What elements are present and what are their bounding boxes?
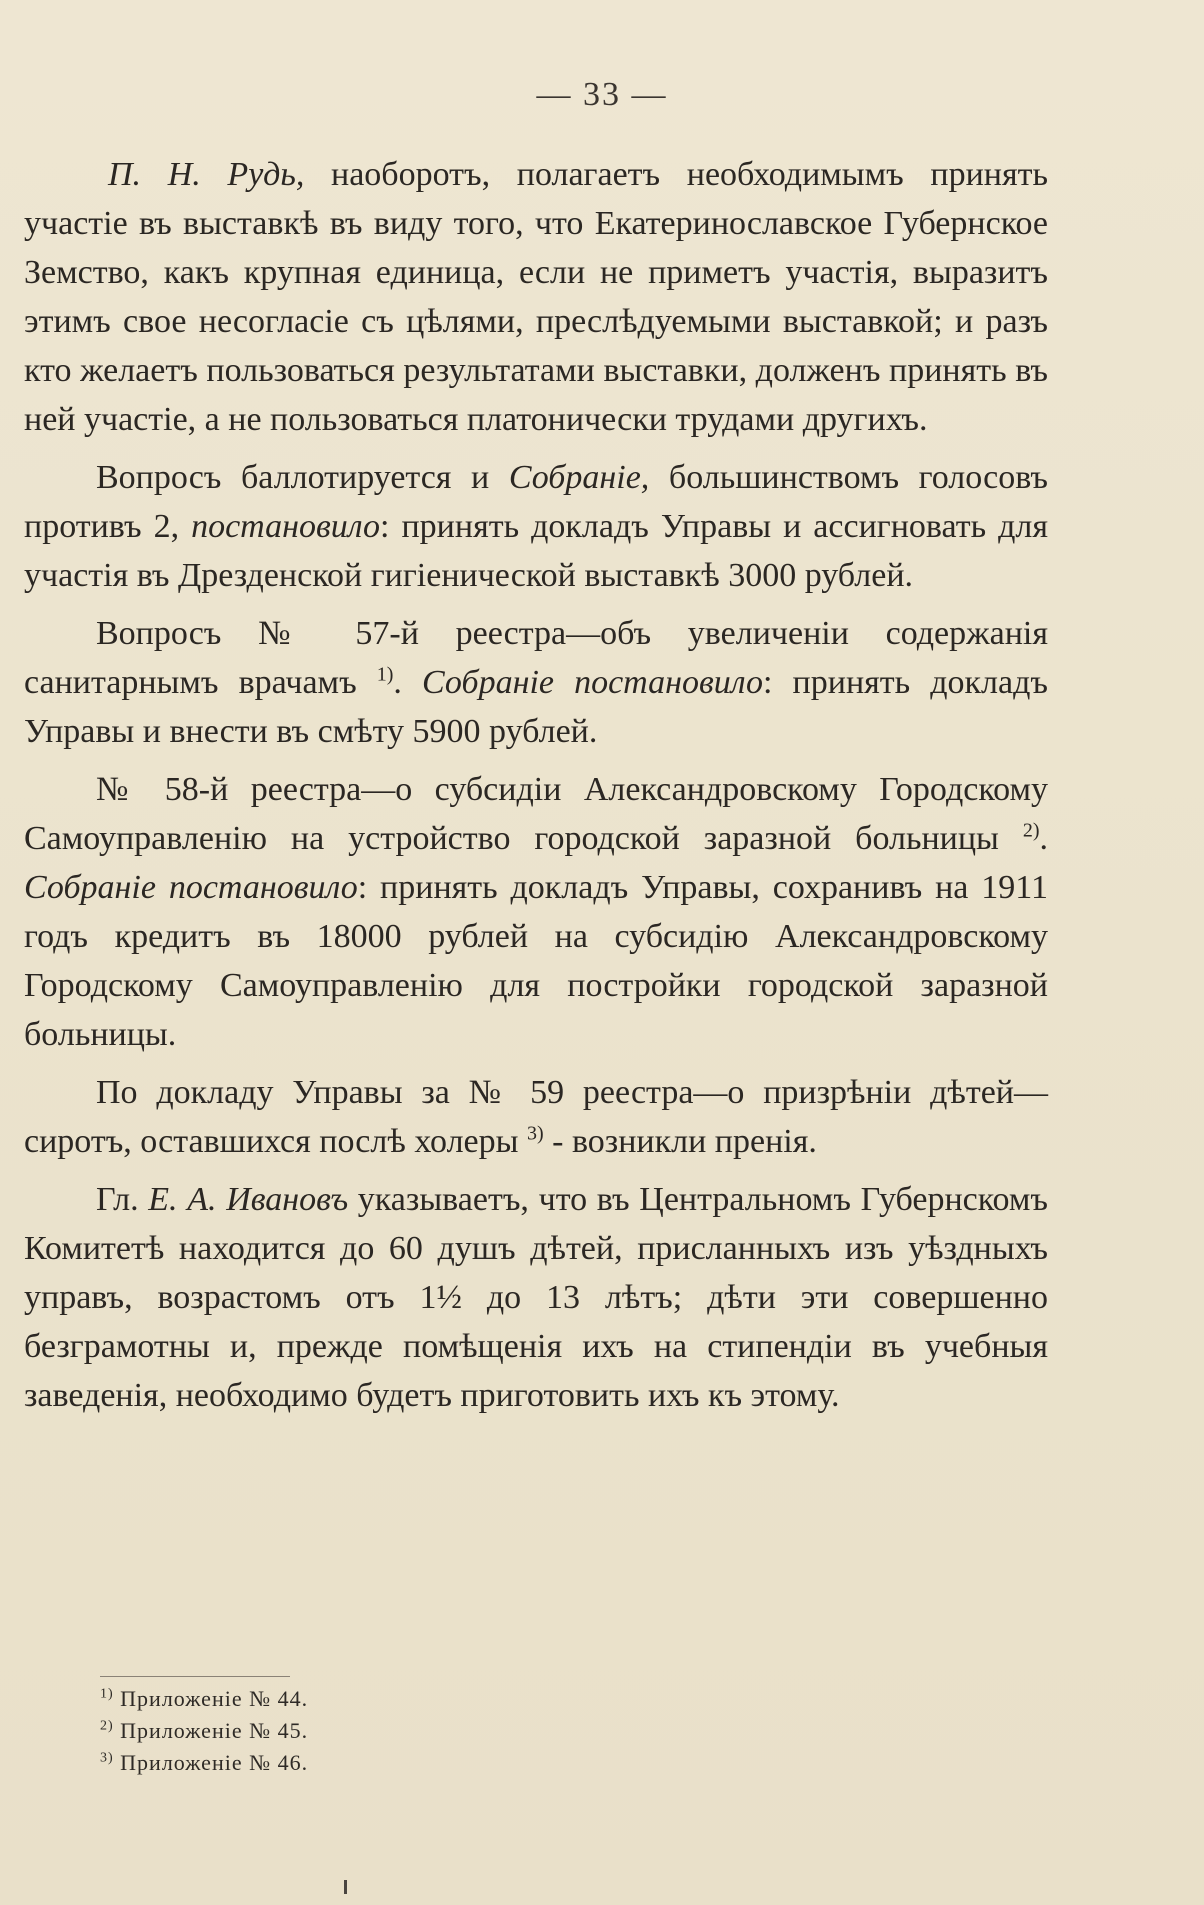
text-segment: указываетъ, что въ Центральномъ Губернскомъ Комитетѣ находится до 60 душъ дѣтей, присланныхъ изъ уѣздныхъ управъ, возрастомъ отъ 1½ до 13 лѣтъ; дѣти эти совершенно безграмотны и, прежде помѣщенія ихъ на стипендіи въ учебныя заведенія, необходимо будетъ приготовить ихъ къ этому. — [24, 1181, 1048, 1414]
emphasized-text: постановило — [191, 508, 381, 545]
text-segment: большинствомъ голосовъ противъ 2, — [24, 459, 1048, 545]
footnotes — [100, 1683, 308, 1779]
text-segment: По докладу Управы за № 59 реестра—о призрѣніи дѣтей—сиротъ, оставшихся послѣ холеры — [24, 1074, 1048, 1160]
page-number: — 33 — — [536, 76, 668, 113]
text-segment: . — [1039, 820, 1048, 857]
emphasized-text: Собраніе постановило — [24, 869, 358, 906]
footnote — [100, 1715, 308, 1747]
paragraph — [24, 1068, 1048, 1166]
text-segment: Вопросъ баллотируется и — [96, 459, 509, 496]
text-segment: . — [393, 664, 423, 701]
footnote-mark: 1) — [100, 1686, 114, 1702]
text-segment: : принять докладъ Управы и ассигновать для участія въ Дрезденской гигіенической выставкѣ 3000 рублей. — [24, 508, 1048, 594]
footnote-text: Приложеніе № 44. — [113, 1686, 309, 1711]
footnote — [100, 1683, 308, 1715]
footnote-divider — [100, 1676, 290, 1677]
paragraph — [24, 765, 1048, 1059]
emphasized-text: Е. А. Ивановъ — [148, 1181, 349, 1218]
text-segment: наоборотъ, полагаетъ необходимымъ принять участіе въ выставкѣ въ виду того, что Екатеринославское Губернское Земство, какъ крупная единица, если не приметъ участія, выразитъ этимъ свое несогласіе съ цѣлями, преслѣдуемыми выставкой; и разъ кто желаетъ пользоваться результатами выставки, долженъ принять въ ней участіе, а не пользоваться платонически трудами другихъ. — [24, 156, 1048, 438]
paragraph — [24, 609, 1048, 756]
document-body — [24, 150, 1048, 1420]
emphasized-text: Собраніе постановило — [422, 664, 764, 701]
emphasized-text: П. Н. Рудь, — [108, 156, 305, 193]
text-segment: Вопросъ № 57-й реестра—объ увеличеніи содержанія санитарнымъ врачамъ — [24, 615, 1048, 701]
footnote-reference: 1) — [376, 663, 394, 686]
footnote-mark: 2) — [100, 1718, 114, 1734]
paragraph — [24, 1175, 1048, 1420]
emphasized-text: Собраніе, — [508, 459, 650, 496]
text-segment: № 58-й реестра—о субсидіи Александровскому Городскому Самоуправленію на устройство городской заразной больницы — [24, 771, 1048, 857]
footnote-reference: 2) — [1022, 819, 1040, 842]
footnote-reference: 3) — [526, 1122, 544, 1145]
text-segment: : принять докладъ Управы, сохранивъ на 1911 годъ кредитъ въ 18000 рублей на субсидію Александровскому Городскому Самоуправленію для постройки городской заразной больницы. — [24, 869, 1048, 1053]
footnote — [100, 1747, 308, 1779]
footnote-text: Приложеніе № 46. — [113, 1750, 309, 1775]
printer-mark — [344, 1880, 347, 1894]
paragraph — [24, 150, 1048, 444]
text-segment: Гл. — [96, 1181, 149, 1218]
paragraph — [24, 453, 1048, 600]
text-segment: - возникли пренія. — [543, 1123, 817, 1160]
footnote-text: Приложеніе № 45. — [113, 1718, 309, 1743]
footnote-mark: 3) — [100, 1750, 114, 1766]
text-segment: : принять докладъ Управы и внести въ смѣту 5900 рублей. — [24, 664, 1048, 750]
